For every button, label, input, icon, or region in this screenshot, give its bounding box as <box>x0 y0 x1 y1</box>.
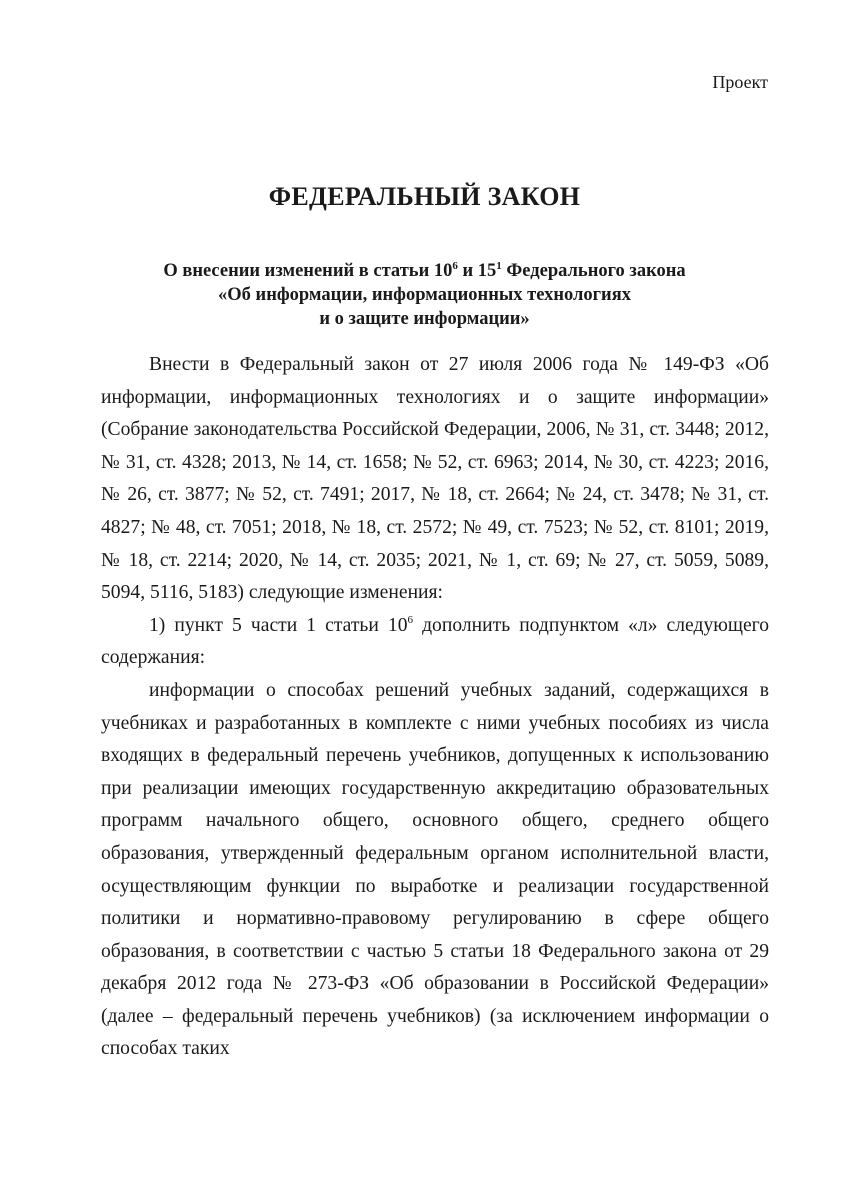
intro-paragraph: Внести в Федеральный закон от 27 июля 2006 года № 149-ФЗ «Об информации, информационных технологиях и о защите информации» (Собрание законодательства Российской Федерации, 2006, № 31, ст. 3448; 2012, № 31, ст. 4328; 2013, № 14, ст. 1658; № 52, ст. 6963; 2014, № 30, ст. 4223; 2016, № 26, ст. 3877; № 52, ст. 7491; 2017, № 18, ст. 2664; № 24, ст. 3478; № 31, ст. 4827; № 48, ст. 7051; 2018, № 18, ст. 2572; № 49, ст. 7523; № 52, ст. 8101; 2019, № 18, ст. 2214; 2020, № 14, ст. 2035; 2021, № 1, ст. 69; № 27, ст. 5059, 5089, 5094, 5116, 5183) следующие изменения: <box>101 354 769 604</box>
subtitle-superscript-1: 6 <box>452 260 458 272</box>
amendment-item-1 <box>101 610 769 675</box>
document-body <box>101 349 769 1066</box>
document-subtitle <box>0 259 849 331</box>
document-title: ФЕДЕРАЛЬНЫЙ ЗАКОН <box>268 182 581 211</box>
amendment-item-1-superscript: 6 <box>407 613 414 626</box>
subtitle-line-1 <box>0 259 849 283</box>
subtitle-line-1-part-a: О внесении изменений в статьи 10 <box>163 261 453 281</box>
subtitle-line-1-part-c: Федерального закона <box>501 261 686 281</box>
quoted-text-paragraph: информации о способах решений учебных заданий, содержащихся в учебниках и разработанных в комплекте с ними учебных пособиях из числа входящих в федеральный перечень учебников, допущенных к использованию при реализации имеющих государственную аккредитацию образовательных программ начального общего, основного общего, среднего общего образования, утвержденный федеральным органом исполнительной власти, осуществляющим функции по выработке и реализации государственной политики и нормативно-правовому регулированию в сфере общего образования, в соответствии с частью 5 статьи 18 Федерального закона от 29 декабря 2012 года № 273-ФЗ «Об образовании в Российской Федерации» (далее – федеральный перечень учебников) (за исключением информации о способах таких <box>101 679 769 1060</box>
subtitle-line-1-part-b: и 15 <box>457 261 497 281</box>
amendment-item-1-part-a: 1) пункт 5 части 1 статьи 10 <box>149 614 408 636</box>
subtitle-line-3: и о защите информации» <box>319 309 530 329</box>
subtitle-superscript-2: 1 <box>496 260 502 272</box>
subtitle-line-2: «Об информации, информационных технологиях <box>218 285 631 305</box>
draft-stamp: Проект <box>712 72 768 92</box>
amendment-item-1-part-b: дополнить подпунктом «л» следующего содержания: <box>101 614 770 669</box>
